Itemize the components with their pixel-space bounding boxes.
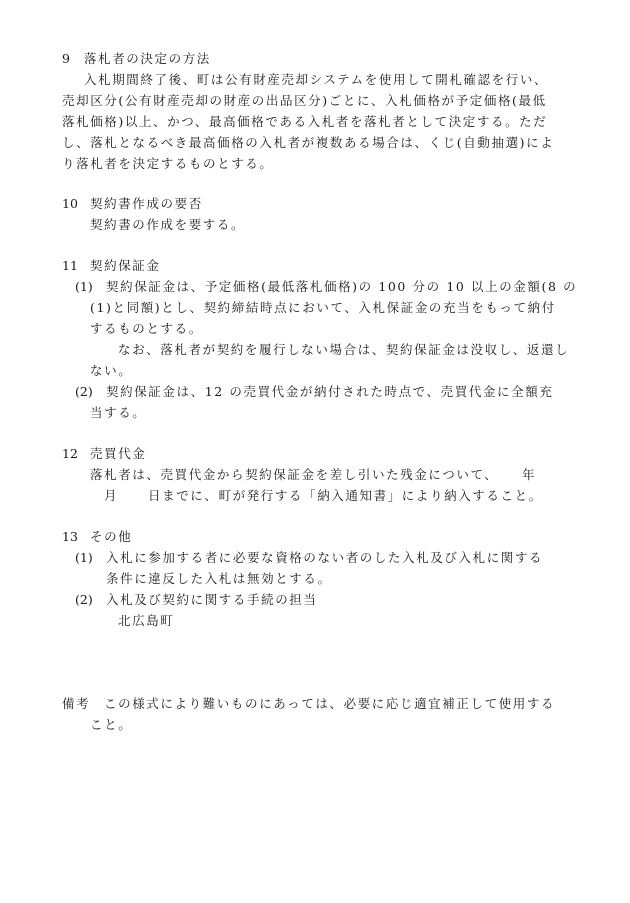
section-12-line-1: 落札者は、売買代金から契約保証金を差し引いた残金について、 (90, 467, 499, 482)
section-13-title: その他 (90, 529, 133, 544)
section-10-number: 10 (62, 196, 78, 211)
section-13-number: 13 (62, 529, 78, 544)
section-13-item-2-number: (2) (75, 592, 93, 607)
section-9-line-4: し、落札となるべき最高価格の入札者が複数ある場合は、くじ(自動抽選)によ (62, 135, 555, 150)
section-9-line-5: り落札者を決定するものとする。 (62, 156, 274, 171)
section-13-item-1-line-1: 入札に参加する者に必要な資格のない者のした入札及び入札に関する (106, 550, 544, 565)
section-9-title: 落札者の決定の方法 (84, 51, 211, 66)
section-11-item-1-line-4: なお、落札者が契約を履行しない場合は、契約保証金は没収し、返還し (118, 342, 570, 357)
section-10-line-1: 契約書の作成を要する。 (90, 217, 246, 232)
section-12-month-label: 月 (104, 488, 119, 503)
section-11-item-2-line-1: 契約保証金は、12 の売買代金が納付された時点で、売買代金に全額充 (106, 384, 554, 399)
remarks-line-2: こと。 (90, 717, 133, 732)
remarks-line-1: この様式により難いものにあっては、必要に応じ適宜補正して使用する (104, 696, 556, 711)
section-9-line-1: 入札期間終了後、町は公有財産売却システムを使用して開札確認を行い、 (84, 72, 549, 87)
section-9-line-3: 落札価格)以上、かつ、最高価格である入札者を落札者として決定する。ただ (62, 114, 548, 129)
section-9-line-2: 売却区分(公有財産売却の財産の出品区分)ごとに、入札価格が予定価格(最低 (62, 93, 547, 108)
section-13-item-2-title: 入札及び契約に関する手続の担当 (106, 592, 318, 607)
section-11-item-2-line-2: 当する。 (90, 405, 147, 420)
section-11-item-1-number: (1) (75, 279, 93, 294)
section-10-title: 契約書作成の要否 (90, 196, 203, 211)
section-11-item-2-number: (2) (75, 384, 93, 399)
section-13-item-1-number: (1) (75, 550, 93, 565)
section-12-line-2: 日までに、町が発行する「納入通知書」により納入すること。 (148, 488, 543, 503)
section-11-title: 契約保証金 (90, 258, 161, 273)
section-11-item-1-line-3: するものとする。 (90, 321, 203, 336)
section-13-item-1-line-2: 条件に違反した入札は無効とする。 (106, 571, 332, 586)
section-12-year-label: 年 (522, 467, 537, 482)
section-9-number: 9 (62, 51, 70, 66)
section-11-item-1-line-5: ない。 (90, 363, 133, 378)
section-11-number: 11 (62, 258, 78, 273)
section-11-item-1-line-2: (1)と同額)とし、契約締結時点において、入札保証金の充当をもって納付 (90, 300, 556, 315)
section-11-item-1-line-1: 契約保証金は、予定価格(最低落札価格)の 100 分の 10 以上の金額(8 の (106, 279, 578, 294)
section-12-number: 12 (62, 446, 78, 461)
remarks-label: 備考 (62, 696, 91, 711)
section-13-item-2-value: 北広島町 (118, 613, 175, 628)
section-12-title: 売買代金 (90, 446, 147, 461)
